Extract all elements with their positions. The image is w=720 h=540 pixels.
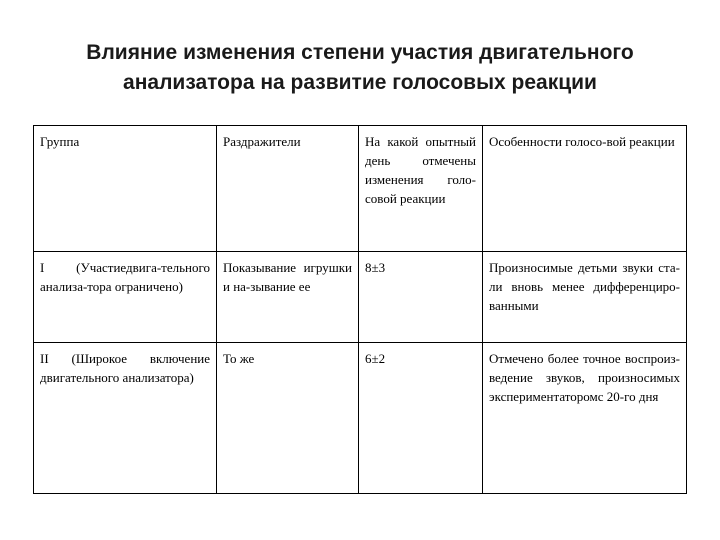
- table-header-row: [34, 126, 687, 252]
- table-row: [34, 252, 687, 343]
- cell-features: Отмечено более точное воспроиз-ведение звуков, произносимых экспериментаторомс 20-го дня: [483, 343, 687, 494]
- cell-day: 8±3: [359, 252, 483, 343]
- header-group: Группа: [34, 126, 217, 252]
- header-day: На какой опытный день отмечены изменения голо-совой реакции: [359, 126, 483, 252]
- cell-day: 6±2: [359, 343, 483, 494]
- header-stimuli: Раздражители: [217, 126, 359, 252]
- title-line-1: Влияние изменения степени участия двигательного: [86, 41, 634, 64]
- cell-group: II (Широкое включение двигательного анализатора): [34, 343, 217, 494]
- cell-stimuli: Показывание игрушки и на-зывание ее: [217, 252, 359, 343]
- cell-group: I (Участиедвига-тельного анализа-тора ограничено): [34, 252, 217, 343]
- header-features: Особенности голосо-вой реакции: [483, 126, 687, 252]
- results-table: [33, 125, 687, 494]
- title-line-2: анализатора на развитие голосовых реакции: [123, 71, 597, 94]
- page-title: [20, 38, 700, 98]
- cell-features: Произносимые детьми звуки ста-ли вновь менее дифференциро-ванными: [483, 252, 687, 343]
- table-row: [34, 343, 687, 494]
- cell-stimuli: То же: [217, 343, 359, 494]
